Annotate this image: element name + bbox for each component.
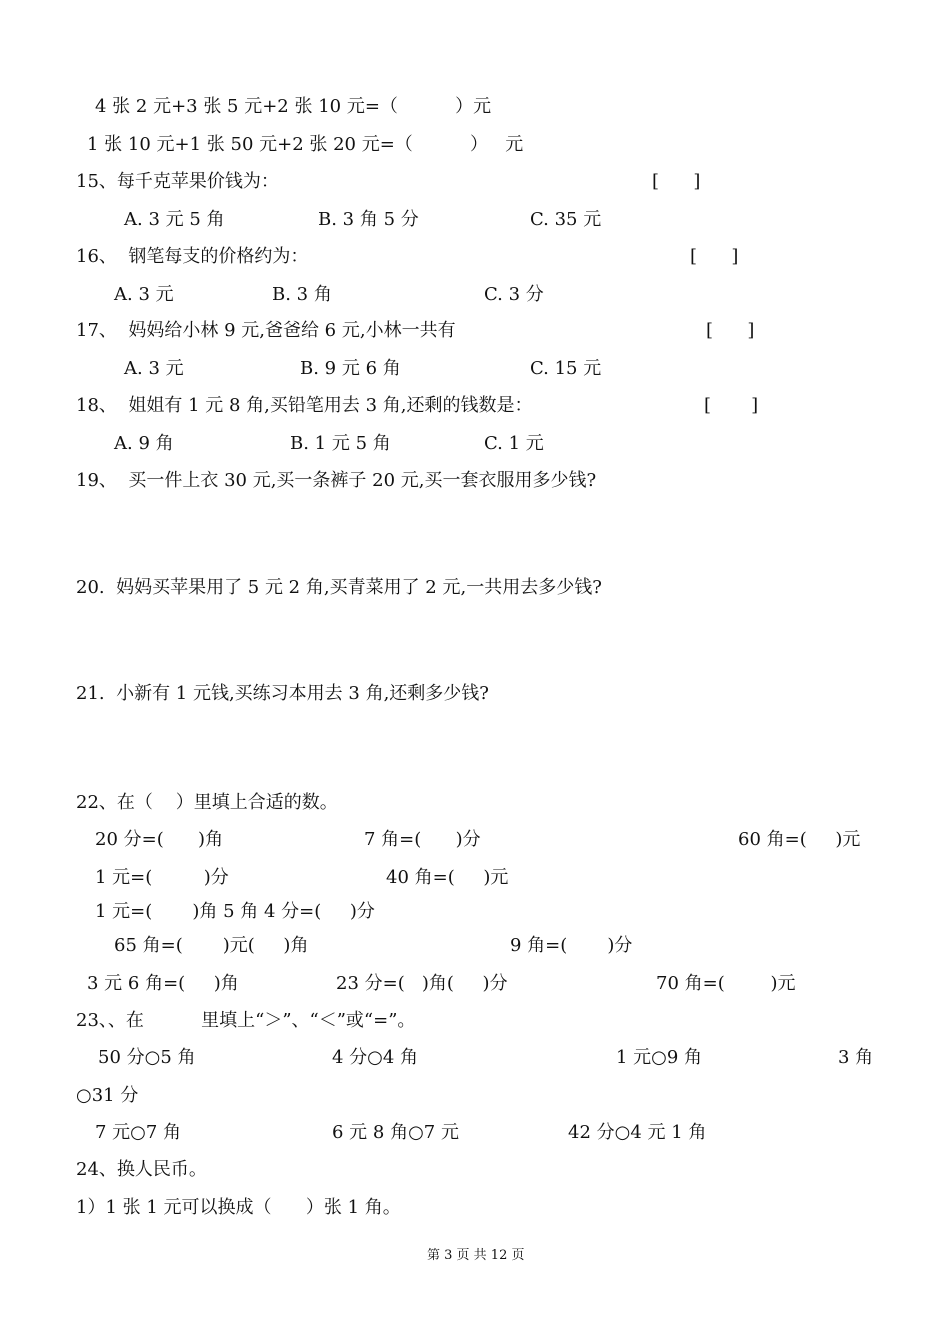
compare-23-5: 7 元○7 角 — [95, 1122, 182, 1143]
option-16-c: C. 3 分 — [484, 284, 544, 305]
compare-23-1: 50 分○5 角 — [98, 1047, 196, 1068]
money-sum-line-1: 4 张 2 元+3 张 5 元+2 张 10 元=（ ）元 — [95, 96, 492, 117]
question-18: 18、 姐姐有 1 元 8 角,买铅笔用去 3 角,还剩的钱数是： — [76, 395, 533, 416]
fill-22-10: 23 分=( )角( )分 — [336, 973, 508, 994]
fill-22-5: 40 角=( )元 — [386, 867, 509, 888]
compare-23-2: 4 分○4 角 — [332, 1047, 419, 1068]
fill-22-9: 3 元 6 角=( )角 — [87, 973, 239, 994]
page-number-footer: 第 3 页 共 12 页 — [427, 1248, 525, 1263]
compare-23-4-start: 3 角 — [838, 1047, 874, 1068]
fill-22-1: 20 分=( )角 — [95, 829, 224, 850]
question-16: 16、 钢笔每支的价格约为： — [76, 246, 309, 267]
question-21: 21. 小新有 1 元钱,买练习本用去 3 角,还剩多少钱? — [76, 683, 489, 704]
fill-22-3: 60 角=( )元 — [738, 829, 861, 850]
answer-bracket-15: [ ] — [652, 171, 701, 192]
money-sum-line-2: 1 张 10 元+1 张 50 元+2 张 20 元=（ ） 元 — [87, 134, 524, 155]
compare-23-6: 6 元 8 角○7 元 — [332, 1122, 459, 1143]
option-15-a: A. 3 元 5 角 — [124, 209, 225, 230]
option-17-c: C. 15 元 — [530, 358, 602, 379]
option-18-a: A. 9 角 — [114, 433, 174, 454]
question-19: 19、 买一件上衣 30 元,买一条裤子 20 元,买一套衣服用多少钱? — [76, 470, 597, 491]
fill-22-8: 9 角=( )分 — [510, 935, 633, 956]
option-15-c: C. 35 元 — [530, 209, 602, 230]
question-22: 22、在（ ）里填上合适的数。 — [76, 792, 338, 813]
compare-23-3: 1 元○9 角 — [616, 1047, 703, 1068]
fill-22-4: 1 元=( )分 — [95, 867, 229, 888]
option-17-a: A. 3 元 — [124, 358, 184, 379]
option-18-b: B. 1 元 5 角 — [290, 433, 391, 454]
option-16-a: A. 3 元 — [114, 284, 174, 305]
fill-22-7: 65 角=( )元( )角 — [114, 935, 309, 956]
question-24: 24、换人民币。 — [76, 1159, 207, 1180]
answer-bracket-18: [ ] — [704, 395, 759, 416]
fill-22-11: 70 角=( )元 — [656, 973, 796, 994]
question-24-1: 1）1 张 1 元可以换成（ ）张 1 角。 — [76, 1197, 401, 1218]
question-23: 23、、在 里填上“＞”、“＜”或“=”。 — [76, 1010, 416, 1031]
fill-22-2: 7 角=( )分 — [364, 829, 481, 850]
fill-22-6: 1 元=( )角 5 角 4 分=( )分 — [95, 901, 375, 922]
option-15-b: B. 3 角 5 分 — [318, 209, 419, 230]
option-17-b: B. 9 元 6 角 — [300, 358, 401, 379]
answer-bracket-17: [ ] — [706, 320, 755, 341]
question-15: 15、每千克苹果价钱为： — [76, 171, 279, 192]
question-20: 20. 妈妈买苹果用了 5 元 2 角,买青菜用了 2 元,一共用去多少钱? — [76, 577, 602, 598]
compare-23-4-end: ○31 分 — [76, 1085, 139, 1106]
answer-bracket-16: [ ] — [690, 246, 739, 267]
option-16-b: B. 3 角 — [272, 284, 332, 305]
compare-23-7: 42 分○4 元 1 角 — [568, 1122, 707, 1143]
question-17: 17、 妈妈给小林 9 元,爸爸给 6 元,小林一共有 — [76, 320, 456, 341]
option-18-c: C. 1 元 — [484, 433, 544, 454]
